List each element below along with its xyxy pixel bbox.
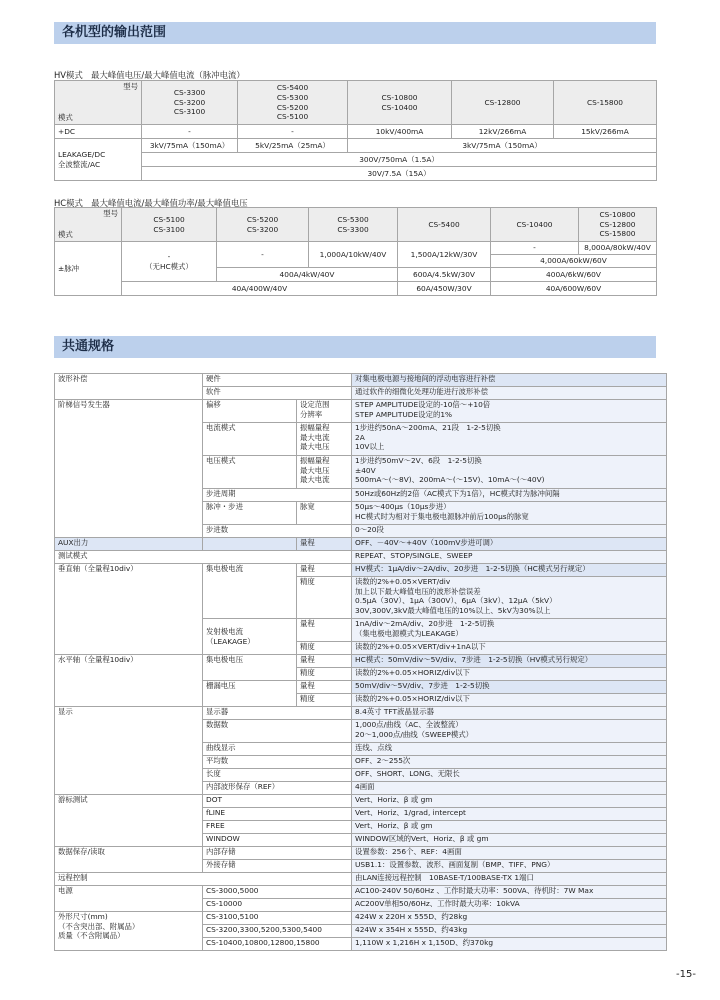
spec-sub: 精度 <box>297 642 352 655</box>
hv-model: CS-15800 <box>554 81 657 125</box>
hc-value: 1,500A/12kW/30V <box>398 242 491 268</box>
spec-category: 远程控制 <box>55 873 352 886</box>
spec-item: 电压模式 <box>203 456 297 489</box>
spec-value: OFF、－40V～+40V（100mV步进可调） <box>352 538 667 551</box>
spec-value: 50Hz或60Hz的2倍（AC模式下为1倍），HC模式时为脉冲间隔 <box>352 489 667 502</box>
spec-value: 1nA/div～2mA/div、20步进 1-2-5切换 （集电极电源模式为LEAKAGE） <box>352 619 667 642</box>
spec-value: AC200V单相50/60Hz、工作时最大功率：10kVA <box>352 899 667 912</box>
spec-item: fLINE <box>203 808 352 821</box>
hv-model: CS-3300 CS-3200 CS-3100 <box>142 81 238 125</box>
spec-value: 50μs～400μs（10μs步进） HC模式时为相对于集电极电源脉冲前后100μs的脉宽 <box>352 502 667 525</box>
page-number: -15- <box>676 969 696 980</box>
hc-pulse-label: ±脉冲 <box>55 242 122 296</box>
spec-sub: 量程 <box>297 681 352 694</box>
spec-value: HC模式：50mV/div～5V/div、7步进 1-2-5切换（HV模式另行规定） <box>352 655 667 668</box>
spec-value: Vert、Horiz、β 或 gm <box>352 821 667 834</box>
hv-leak-value: 5kV/25mA（25mA） <box>238 139 348 153</box>
hc-value: 4,000A/60kW/60V <box>491 255 657 268</box>
hc-model: CS-10800 CS-12800 CS-15800 <box>579 208 657 242</box>
spec-item: 栅漏电压 <box>203 681 297 707</box>
spec-item: 偏移 <box>203 400 297 423</box>
spec-value: 8.4英寸 TFT液晶显示器 <box>352 707 667 720</box>
hv-model: CS-12800 <box>452 81 554 125</box>
spec-item: 显示器 <box>203 707 352 720</box>
hv-leak-value: 3kV/75mA（150mA） <box>348 139 657 153</box>
section-title-output-range: 各机型的输出范围 <box>54 22 656 44</box>
spec-value: 1步进约50nA～200mA、21段 1-2-5切换 2A 10V以上 <box>352 423 667 456</box>
spec-item: WINDOW <box>203 834 352 847</box>
hc-no-hc: - （无HC模式） <box>122 242 217 282</box>
spec-item: 发射极电流 （LEAKAGE） <box>203 619 297 655</box>
hv-model: CS-5400 CS-5300 CS-5200 CS-5100 <box>238 81 348 125</box>
hc-model: CS-10400 <box>491 208 579 242</box>
hc-caption: HC模式 最大峰值电流/最大峰值功率/最大峰值电压 <box>54 198 248 208</box>
hc-table <box>54 207 657 296</box>
spec-category: 波形补偿 <box>55 374 203 400</box>
hv-dc-value: 12kV/266mA <box>452 125 554 139</box>
spec-value: HV模式：1μA/div～2A/div、20步进 1-2-5切换（HC模式另行规定） <box>352 564 667 577</box>
spec-value: 由LAN连接远程控制 10BASE-T/100BASE-TX 1端口 <box>352 873 667 886</box>
hc-value: 1,000A/10kW/40V <box>309 242 398 268</box>
spec-value: AC100-240V 50/60Hz 、工作时最大功率：500VA、待机时：7W Max <box>352 886 667 899</box>
hc-value: 400A/4kW/40V <box>217 268 398 282</box>
spec-item: 步进周期 <box>203 489 352 502</box>
spec-item: 硬件 <box>203 374 352 387</box>
spec-sub: 精度 <box>297 577 352 619</box>
spec-item: 集电极电压 <box>203 655 297 681</box>
spec-category: 数据保存/读取 <box>55 847 203 873</box>
spec-value: 424W x 220H x 555D、约28kg <box>352 912 667 925</box>
spec-item: 平均数 <box>203 756 352 769</box>
hc-value: 40A/600W/60V <box>491 282 657 296</box>
spec-item: CS-3100,5100 <box>203 912 352 925</box>
hv-model: CS-10800 CS-10400 <box>348 81 452 125</box>
spec-value: OFF、SHORT、LONG、无限长 <box>352 769 667 782</box>
spec-item: 内部存储 <box>203 847 352 860</box>
spec-category: 垂直轴（全量程10div） <box>55 564 203 655</box>
hv-corner: 型号 模式 <box>55 81 142 125</box>
spec-sub: 精度 <box>297 694 352 707</box>
hc-model: CS-5300 CS-3300 <box>309 208 398 242</box>
hc-value: 60A/450W/30V <box>398 282 491 296</box>
spec-item: 软件 <box>203 387 352 400</box>
spec-sub: 量程 <box>297 655 352 668</box>
hc-value: 40A/400W/40V <box>122 282 398 296</box>
spec-value: STEP AMPLITUDE设定的-10倍～+10倍 STEP AMPLITUDE设定的1% <box>352 400 667 423</box>
spec-table <box>54 373 667 951</box>
spec-value: 424W x 354H x 555D、约43kg <box>352 925 667 938</box>
hv-dc-value: - <box>142 125 238 139</box>
hv-table <box>54 80 657 181</box>
spec-value: 读数的2%+0.05×HORIZ/div以下 <box>352 668 667 681</box>
hv-leak-value: 3kV/75mA（150mA） <box>142 139 238 153</box>
spec-value: OFF、2～255次 <box>352 756 667 769</box>
spec-item: FREE <box>203 821 352 834</box>
hc-model: CS-5400 <box>398 208 491 242</box>
spec-category: 显示 <box>55 707 203 795</box>
spec-sub: 设定范围 分辨率 <box>297 400 352 423</box>
spec-sub: 量程 <box>297 538 352 551</box>
hv-leak-label: LEAKAGE/DC 全波整流/AC <box>55 139 142 181</box>
spec-item: CS-10400,10800,12800,15800 <box>203 938 352 951</box>
hc-value: 8,000A/80kW/40V <box>579 242 657 255</box>
spec-value: 读数的2%+0.05×VERT/div+1nA以下 <box>352 642 667 655</box>
hv-dc-value: 15kV/266mA <box>554 125 657 139</box>
spec-value: 连线、点线 <box>352 743 667 756</box>
spec-category: AUX出力 <box>55 538 203 551</box>
hv-dc-label: +DC <box>55 125 142 139</box>
spec-value: USB1.1：设置参数、波形、画面复制（BMP、TIFF、PNG） <box>352 860 667 873</box>
spec-value: 1步进约50mV～2V、6段 1-2-5切换 ±40V 500mA～(～8V)、200mA～(～15V)、10mA～(～40V) <box>352 456 667 489</box>
spec-value: Vert、Horiz、1/grad, intercept <box>352 808 667 821</box>
hc-value: - <box>491 242 579 255</box>
spec-value: 1,110W x 1,216H x 1,150D、约370kg <box>352 938 667 951</box>
hv-leak-value: 30V/7.5A（15A） <box>142 167 657 181</box>
spec-sub: 脉宽 <box>297 502 352 525</box>
spec-sub: 量程 <box>297 619 352 642</box>
spec-category: 外形尺寸(mm) （不含突出部、附属品） 质量（不含附属品） <box>55 912 203 951</box>
spec-item: 电流模式 <box>203 423 297 456</box>
spec-item: 脉冲・步进 <box>203 502 297 525</box>
spec-sub: 量程 <box>297 564 352 577</box>
spec-category: 游标测试 <box>55 795 203 847</box>
hc-value: 400A/6kW/60V <box>491 268 657 282</box>
spec-value: 读数的2%+0.05×VERT/div 加上以下最大峰值电压的波形补偿误差 0.5μA（30V）、1μA（300V）、6μA（3kV）、12μA（5kV） 30V,300V,3kV最大峰值电压的10%以上、5kV为30%以上 <box>352 577 667 619</box>
spec-value: 读数的2%+0.05×HORIZ/div以下 <box>352 694 667 707</box>
spec-value: 4画面 <box>352 782 667 795</box>
spec-item: 步进数 <box>203 525 352 538</box>
spec-item: 曲线显示 <box>203 743 352 756</box>
hc-corner: 型号 模式 <box>55 208 122 242</box>
spec-item: 集电极电流 <box>203 564 297 619</box>
hc-value: 600A/4.5kW/30V <box>398 268 491 282</box>
spec-value: WINDOW区域的Vert、Horiz、β 或 gm <box>352 834 667 847</box>
spec-sub: 振幅量程 最大电压 最大电流 <box>297 456 352 489</box>
spec-category: 测试模式 <box>55 551 352 564</box>
spec-value: 50mV/div～5V/div、7步进 1-2-5切换 <box>352 681 667 694</box>
spec-value: 0～20段 <box>352 525 667 538</box>
spec-category: 电源 <box>55 886 203 912</box>
hv-leak-value: 300V/750mA（1.5A） <box>142 153 657 167</box>
spec-item: CS-3200,3300,5200,5300,5400 <box>203 925 352 938</box>
spec-value: Vert、Horiz、β 或 gm <box>352 795 667 808</box>
spec-item: DOT <box>203 795 352 808</box>
spec-sub: 振幅量程 最大电流 最大电压 <box>297 423 352 456</box>
spec-item: 内部波形保存（REF） <box>203 782 352 795</box>
hv-dc-value: 10kV/400mA <box>348 125 452 139</box>
spec-value: 对集电极电源与接地间的浮动电容进行补偿 <box>352 374 667 387</box>
hc-value: - <box>217 242 309 268</box>
spec-item: CS-10000 <box>203 899 352 912</box>
spec-item: CS-3000,5000 <box>203 886 352 899</box>
spec-category: 水平轴（全量程10div） <box>55 655 203 707</box>
spec-item: 长度 <box>203 769 352 782</box>
spec-item: 数据数 <box>203 720 352 743</box>
hv-caption: HV模式 最大峰值电压/最大峰值电流（脉冲电流） <box>54 70 245 80</box>
spec-value: 通过软件的细微化处理功能进行波形补偿 <box>352 387 667 400</box>
spec-value: 1,000点/曲线（AC、全波整流） 20～1,000点/曲线（SWEEP模式） <box>352 720 667 743</box>
spec-item: 外接存储 <box>203 860 352 873</box>
hv-dc-value: - <box>238 125 348 139</box>
spec-value: REPEAT、STOP/SINGLE、SWEEP <box>352 551 667 564</box>
spec-sub: 精度 <box>297 668 352 681</box>
spec-value: 设置参数：256个、REF：4画面 <box>352 847 667 860</box>
spec-category: 阶梯信号发生器 <box>55 400 203 538</box>
section-title-common-spec: 共通规格 <box>54 336 656 358</box>
hc-model: CS-5200 CS-3200 <box>217 208 309 242</box>
hc-model: CS-5100 CS-3100 <box>122 208 217 242</box>
